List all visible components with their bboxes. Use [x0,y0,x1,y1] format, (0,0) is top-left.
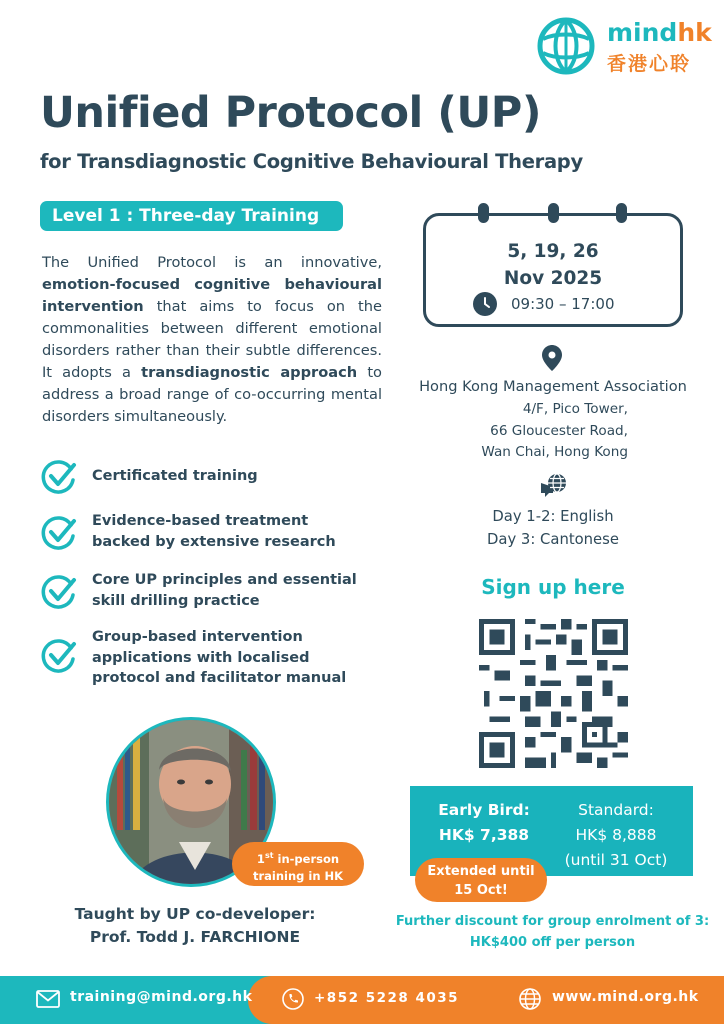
discount-line: HK$400 off per person [469,934,636,950]
address-line: 66 Gloucester Road, [490,422,628,439]
discount-line: Further discount for group enrolment of 3: [395,914,710,929]
early-bird-label: Early Bird: [438,801,530,819]
phone-icon [282,988,304,1010]
calendar-ring-icon [548,203,559,223]
address-line: 4/F, Pico Tower, [522,401,628,417]
feature-line: Group-based intervention [92,629,303,645]
calendar-ring-icon [616,203,627,223]
speaker-credit [40,903,350,949]
language-line: Day 3: Cantonese [487,531,619,548]
feature-line: Certificated training [92,468,258,484]
language-info [413,505,693,551]
clock-icon [473,292,497,316]
footer-website-link[interactable]: www.mind.org.hk [552,989,699,1005]
event-time: 09:30 – 17:00 [511,295,615,313]
map-pin-icon [542,345,562,371]
event-days: 5, 19, 26 [507,241,599,262]
standard-price: HK$ 8,888 [575,826,657,844]
signup-heading: Sign up here [481,575,625,599]
feature-line: skill drilling practice [92,592,260,609]
feature-item [40,511,380,555]
address-line: Wan Chai, Hong Kong [481,444,628,460]
page-title: Unified Protocol (UP) [40,88,541,138]
event-dates [423,238,683,292]
speaker-name: Prof. Todd J. FARCHIONE [89,928,301,946]
feature-line: Evidence-based treatment [92,513,309,529]
calendar-ring-icon [478,203,489,223]
language-line: Day 1-2: English [492,508,614,525]
extended-line: Extended until [427,864,535,879]
feature-line: backed by extensive research [92,533,336,550]
feature-line: Core UP principles and essential [92,572,357,588]
standard-deadline: (until 31 Oct) [564,851,668,869]
feature-item [40,627,380,691]
footer-phone-link[interactable]: +852 5228 4035 [314,990,460,1006]
standard-label: Standard: [578,801,654,819]
chat-globe-icon [539,473,567,499]
check-circle-icon [40,458,78,496]
footer-email-link[interactable]: training@mind.org.hk [70,989,253,1005]
feature-item [40,458,380,498]
extended-line: 15 Oct! [454,883,508,898]
qr-code-icon[interactable] [479,619,628,768]
brain-globe-icon [537,17,595,75]
taught-by-label: Taught by UP co-developer: [74,905,316,923]
level-badge: Level 1 : Three-day Training [40,201,343,231]
brand-name-zh: 香港心聆 [607,53,692,75]
check-circle-icon [40,637,78,675]
check-circle-icon [40,573,78,611]
feature-item [40,570,380,614]
globe-icon [519,988,541,1010]
brand-name: mindhk [607,18,712,47]
badge-line: training in HK [252,868,344,883]
venue-name: Hong Kong Management Association [419,378,687,395]
check-circle-icon [40,514,78,552]
intro-paragraph: The Unified Protocol is an innovative, emotion-focused cognitive behavioural intervention that aims to focus on the commonalities between different emotional disorders rather than their subtle differences. It adopts a transdiagnostic approach to address a broad range of co-occurring mental disorders simultaneously. [42,254,382,425]
event-month: Nov 2025 [503,268,603,289]
first-in-hk-badge: 1st in-person training in HK [232,842,364,886]
early-bird-price: HK$ 7,388 [438,826,530,844]
page-subtitle: for Transdiagnostic Cognitive Behavioural Therapy [40,150,583,173]
feature-line: applications with localised [92,649,310,666]
venue-address [413,399,693,464]
group-discount-note [395,912,710,953]
envelope-icon [36,990,60,1008]
extended-badge [415,858,547,902]
feature-line: protocol and facilitator manual [92,670,347,686]
